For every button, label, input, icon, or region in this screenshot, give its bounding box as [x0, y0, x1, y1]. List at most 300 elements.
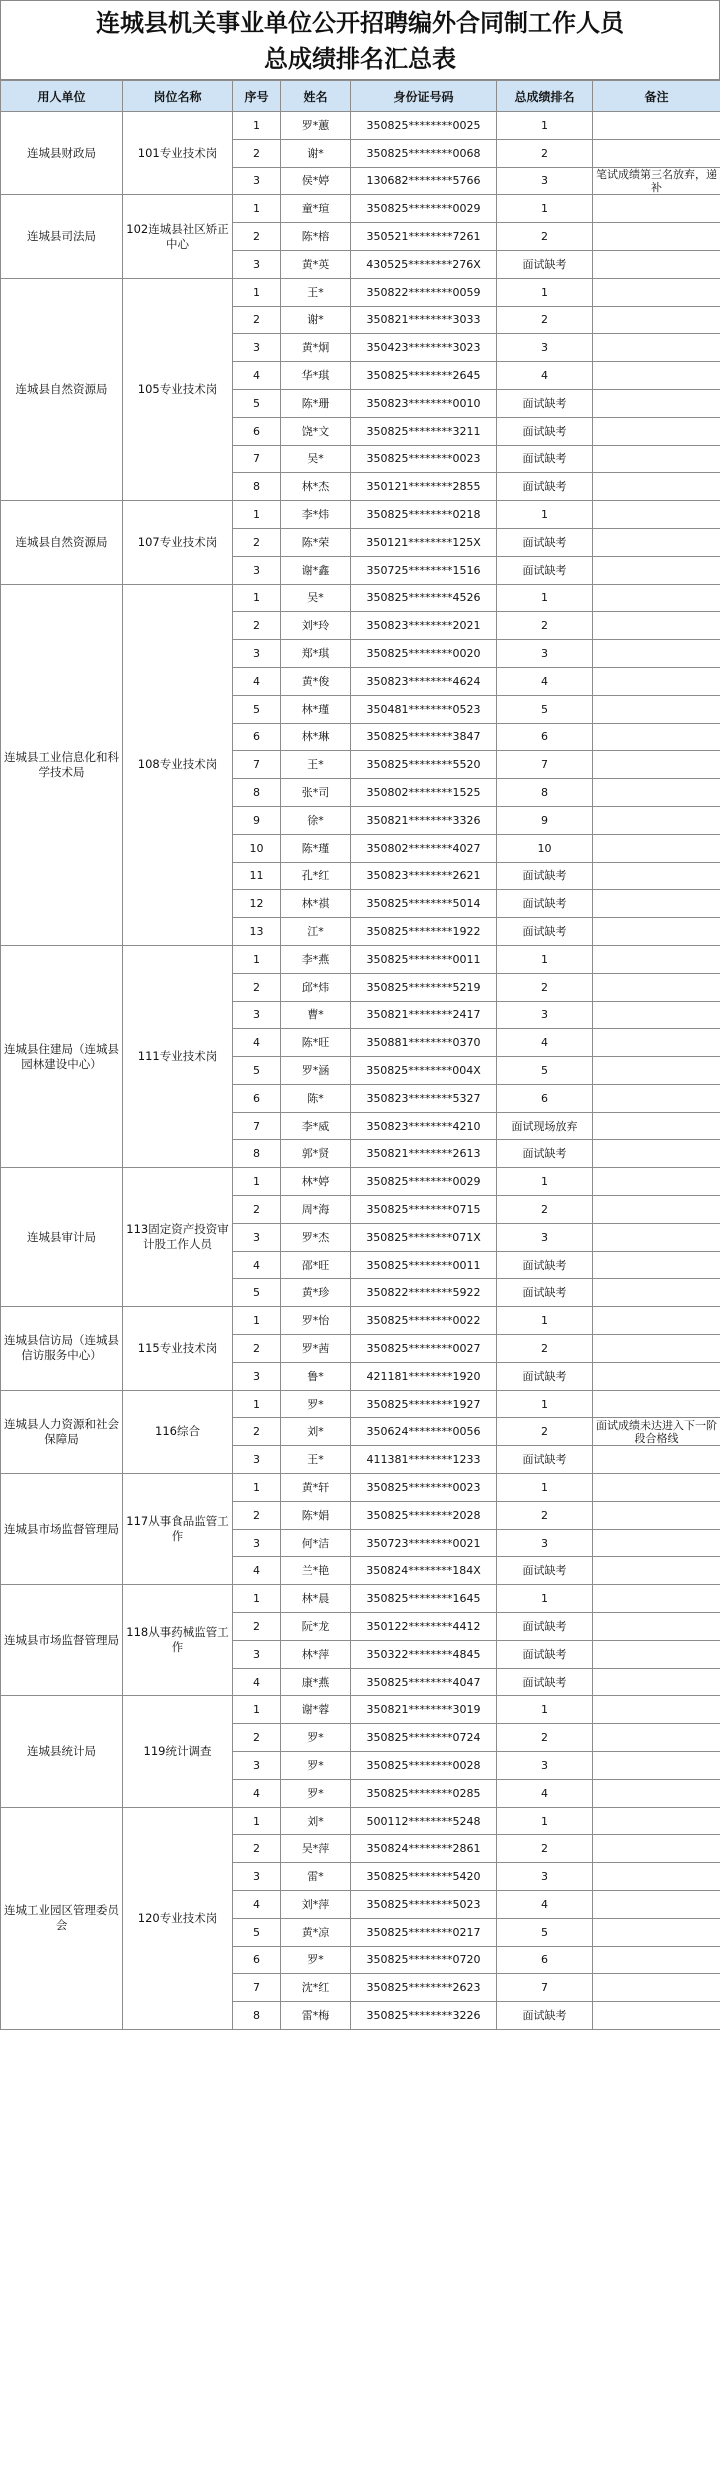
id-number: 350121********125X — [351, 528, 497, 556]
row-number: 1 — [233, 1585, 281, 1613]
candidate-name: 何*洁 — [281, 1529, 351, 1557]
row-number: 1 — [233, 584, 281, 612]
row-number: 3 — [233, 1752, 281, 1780]
id-number: 350825********1922 — [351, 918, 497, 946]
id-number: 350822********0059 — [351, 278, 497, 306]
total-rank: 面试缺考 — [497, 556, 593, 584]
row-number: 3 — [233, 334, 281, 362]
id-number: 350825********4047 — [351, 1668, 497, 1696]
candidate-name: 吴*萍 — [281, 1835, 351, 1863]
remark — [593, 501, 720, 529]
candidate-name: 阮*龙 — [281, 1613, 351, 1641]
candidate-name: 兰*艳 — [281, 1557, 351, 1585]
total-rank: 1 — [497, 584, 593, 612]
row-number: 1 — [233, 1696, 281, 1724]
remark — [593, 1529, 720, 1557]
total-rank: 3 — [497, 1223, 593, 1251]
results-table — [0, 80, 720, 2030]
id-number: 350821********3326 — [351, 806, 497, 834]
id-number: 350825********2028 — [351, 1501, 497, 1529]
id-number: 350825********0022 — [351, 1307, 497, 1335]
table-row — [1, 112, 720, 140]
post-cell: 101专业技术岗 — [123, 112, 233, 195]
row-number: 3 — [233, 167, 281, 195]
id-number: 350821********3033 — [351, 306, 497, 334]
table-row — [1, 1307, 720, 1335]
id-number: 350825********0011 — [351, 1251, 497, 1279]
id-number: 350825********0218 — [351, 501, 497, 529]
post-cell: 119统计调查 — [123, 1696, 233, 1807]
remark — [593, 918, 720, 946]
remark — [593, 1891, 720, 1919]
candidate-name: 林*婷 — [281, 1168, 351, 1196]
candidate-name: 黄*俊 — [281, 667, 351, 695]
row-number: 3 — [233, 1863, 281, 1891]
remark — [593, 1863, 720, 1891]
total-rank: 2 — [497, 306, 593, 334]
candidate-name: 黄*英 — [281, 250, 351, 278]
total-rank: 面试缺考 — [497, 1251, 593, 1279]
total-rank: 面试缺考 — [497, 1668, 593, 1696]
id-number: 350121********2855 — [351, 473, 497, 501]
row-number: 1 — [233, 1807, 281, 1835]
remark — [593, 1223, 720, 1251]
id-number: 350825********0285 — [351, 1779, 497, 1807]
candidate-name: 张*司 — [281, 779, 351, 807]
row-number: 8 — [233, 2002, 281, 2030]
remark — [593, 362, 720, 390]
id-number: 350823********4624 — [351, 667, 497, 695]
row-number: 13 — [233, 918, 281, 946]
id-number: 350825********0217 — [351, 1918, 497, 1946]
candidate-name: 林*杰 — [281, 473, 351, 501]
remark — [593, 1668, 720, 1696]
total-rank: 1 — [497, 1585, 593, 1613]
total-rank: 6 — [497, 1084, 593, 1112]
candidate-name: 陈*榕 — [281, 223, 351, 251]
row-number: 4 — [233, 1251, 281, 1279]
remark — [593, 1196, 720, 1224]
employer-cell: 连城县财政局 — [1, 112, 123, 195]
table-header-row — [1, 81, 720, 112]
row-number: 3 — [233, 1446, 281, 1474]
candidate-name: 郭*贤 — [281, 1140, 351, 1168]
remark — [593, 834, 720, 862]
candidate-name: 郑*琪 — [281, 640, 351, 668]
candidate-name: 鲁* — [281, 1362, 351, 1390]
remark — [593, 973, 720, 1001]
remark: 面试成绩未达进入下一阶段合格线 — [593, 1418, 720, 1446]
remark — [593, 1057, 720, 1085]
remark — [593, 528, 720, 556]
candidate-name: 李*炜 — [281, 501, 351, 529]
employer-cell: 连城县自然资源局 — [1, 501, 123, 584]
post-cell: 115专业技术岗 — [123, 1307, 233, 1390]
id-number: 350322********4845 — [351, 1640, 497, 1668]
total-rank: 10 — [497, 834, 593, 862]
candidate-name: 王* — [281, 1446, 351, 1474]
candidate-name: 陈*珊 — [281, 389, 351, 417]
remark — [593, 1251, 720, 1279]
header-note: 备注 — [593, 81, 720, 112]
candidate-name: 林*瑾 — [281, 695, 351, 723]
total-rank: 面试现场放弃 — [497, 1112, 593, 1140]
table-body — [1, 112, 720, 2030]
row-number: 5 — [233, 695, 281, 723]
total-rank: 3 — [497, 1529, 593, 1557]
id-number: 350823********4210 — [351, 1112, 497, 1140]
employer-cell: 连城县司法局 — [1, 195, 123, 278]
candidate-name: 邱*炜 — [281, 973, 351, 1001]
total-rank: 2 — [497, 139, 593, 167]
total-rank: 2 — [497, 1335, 593, 1363]
row-number: 2 — [233, 1196, 281, 1224]
candidate-name: 罗* — [281, 1752, 351, 1780]
total-rank: 1 — [497, 1307, 593, 1335]
candidate-name: 李*燕 — [281, 945, 351, 973]
post-cell: 118从事药械监管工作 — [123, 1585, 233, 1696]
row-number: 1 — [233, 195, 281, 223]
remark — [593, 195, 720, 223]
row-number: 2 — [233, 612, 281, 640]
remark — [593, 1974, 720, 2002]
candidate-name: 谢* — [281, 306, 351, 334]
candidate-name: 沈*红 — [281, 1974, 351, 2002]
id-number: 350821********2417 — [351, 1001, 497, 1029]
row-number: 4 — [233, 362, 281, 390]
candidate-name: 陈*娟 — [281, 1501, 351, 1529]
row-number: 2 — [233, 306, 281, 334]
id-number: 350825********4526 — [351, 584, 497, 612]
id-number: 350825********004X — [351, 1057, 497, 1085]
remark — [593, 417, 720, 445]
id-number: 350823********0010 — [351, 389, 497, 417]
header-rank: 总成绩排名 — [497, 81, 593, 112]
row-number: 7 — [233, 751, 281, 779]
id-number: 350825********0023 — [351, 445, 497, 473]
candidate-name: 刘* — [281, 1807, 351, 1835]
id-number: 350825********5520 — [351, 751, 497, 779]
candidate-name: 黄*轩 — [281, 1474, 351, 1502]
total-rank: 面试缺考 — [497, 473, 593, 501]
id-number: 350825********071X — [351, 1223, 497, 1251]
post-cell: 102连城县社区矫正中心 — [123, 195, 233, 278]
total-rank: 6 — [497, 1946, 593, 1974]
total-rank: 4 — [497, 1891, 593, 1919]
id-number: 350825********0027 — [351, 1335, 497, 1363]
total-rank: 面试缺考 — [497, 445, 593, 473]
remark — [593, 473, 720, 501]
candidate-name: 雷* — [281, 1863, 351, 1891]
id-number: 411381********1233 — [351, 1446, 497, 1474]
row-number: 2 — [233, 1835, 281, 1863]
row-number: 3 — [233, 1362, 281, 1390]
total-rank: 2 — [497, 223, 593, 251]
candidate-name: 孔*红 — [281, 862, 351, 890]
remark — [593, 445, 720, 473]
total-rank: 1 — [497, 1807, 593, 1835]
id-number: 350825********3211 — [351, 417, 497, 445]
employer-cell: 连城县市场监督管理局 — [1, 1585, 123, 1696]
remark — [593, 945, 720, 973]
id-number: 350825********0029 — [351, 1168, 497, 1196]
remark — [593, 1724, 720, 1752]
employer-cell: 连城工业园区管理委员会 — [1, 1807, 123, 2029]
id-number: 130682********5766 — [351, 167, 497, 195]
candidate-name: 陈*瑾 — [281, 834, 351, 862]
id-number: 350624********0056 — [351, 1418, 497, 1446]
total-rank: 面试缺考 — [497, 1613, 593, 1641]
total-rank: 面试缺考 — [497, 2002, 593, 2030]
remark — [593, 1335, 720, 1363]
id-number: 350825********0724 — [351, 1724, 497, 1752]
employer-cell: 连城县审计局 — [1, 1168, 123, 1307]
total-rank: 3 — [497, 640, 593, 668]
row-number: 9 — [233, 806, 281, 834]
candidate-name: 徐* — [281, 806, 351, 834]
id-number: 350825********0020 — [351, 640, 497, 668]
id-number: 350824********184X — [351, 1557, 497, 1585]
candidate-name: 雷*梅 — [281, 2002, 351, 2030]
candidate-name: 谢* — [281, 139, 351, 167]
remark — [593, 1807, 720, 1835]
remark — [593, 1640, 720, 1668]
row-number: 4 — [233, 1557, 281, 1585]
id-number: 350825********0025 — [351, 112, 497, 140]
row-number: 5 — [233, 1057, 281, 1085]
remark — [593, 723, 720, 751]
total-rank: 面试缺考 — [497, 1140, 593, 1168]
row-number: 8 — [233, 473, 281, 501]
post-cell: 120专业技术岗 — [123, 1807, 233, 2029]
id-number: 421181********1920 — [351, 1362, 497, 1390]
employer-cell: 连城县住建局（连城县园林建设中心） — [1, 945, 123, 1167]
candidate-name: 谢*鑫 — [281, 556, 351, 584]
table-row — [1, 584, 720, 612]
total-rank: 面试缺考 — [497, 1446, 593, 1474]
candidate-name: 饶*文 — [281, 417, 351, 445]
row-number: 5 — [233, 1279, 281, 1307]
remark — [593, 1752, 720, 1780]
candidate-name: 李*威 — [281, 1112, 351, 1140]
remark — [593, 1918, 720, 1946]
candidate-name: 刘* — [281, 1418, 351, 1446]
row-number: 2 — [233, 528, 281, 556]
total-rank: 5 — [497, 695, 593, 723]
row-number: 3 — [233, 250, 281, 278]
post-cell: 113固定资产投资审计股工作人员 — [123, 1168, 233, 1307]
id-number: 350825********5219 — [351, 973, 497, 1001]
remark — [593, 278, 720, 306]
id-number: 350823********2621 — [351, 862, 497, 890]
total-rank: 4 — [497, 1029, 593, 1057]
id-number: 350825********0715 — [351, 1196, 497, 1224]
remark — [593, 1140, 720, 1168]
candidate-name: 刘*玲 — [281, 612, 351, 640]
row-number: 7 — [233, 445, 281, 473]
candidate-name: 林*琳 — [281, 723, 351, 751]
id-number: 350825********2645 — [351, 362, 497, 390]
total-rank: 3 — [497, 167, 593, 195]
total-rank: 面试缺考 — [497, 528, 593, 556]
row-number: 3 — [233, 640, 281, 668]
total-rank: 1 — [497, 501, 593, 529]
total-rank: 面试缺考 — [497, 918, 593, 946]
total-rank: 2 — [497, 1196, 593, 1224]
total-rank: 2 — [497, 973, 593, 1001]
id-number: 350825********0011 — [351, 945, 497, 973]
candidate-name: 罗*怡 — [281, 1307, 351, 1335]
row-number: 3 — [233, 1640, 281, 1668]
candidate-name: 黄*凉 — [281, 1918, 351, 1946]
candidate-name: 华*琪 — [281, 362, 351, 390]
total-rank: 2 — [497, 1418, 593, 1446]
candidate-name: 江* — [281, 918, 351, 946]
candidate-name: 罗*茜 — [281, 1335, 351, 1363]
remark — [593, 751, 720, 779]
remark — [593, 612, 720, 640]
remark — [593, 1779, 720, 1807]
table-row — [1, 1474, 720, 1502]
table-row — [1, 501, 720, 529]
remark — [593, 779, 720, 807]
id-number: 350825********0028 — [351, 1752, 497, 1780]
total-rank: 7 — [497, 751, 593, 779]
row-number: 6 — [233, 417, 281, 445]
total-rank: 9 — [497, 806, 593, 834]
id-number: 350725********1516 — [351, 556, 497, 584]
row-number: 3 — [233, 1001, 281, 1029]
row-number: 2 — [233, 973, 281, 1001]
employer-cell: 连城县工业信息化和科学技术局 — [1, 584, 123, 945]
id-number: 350821********2613 — [351, 1140, 497, 1168]
total-rank: 面试缺考 — [497, 1557, 593, 1585]
total-rank: 8 — [497, 779, 593, 807]
id-number: 430525********276X — [351, 250, 497, 278]
remark — [593, 1585, 720, 1613]
remark — [593, 1307, 720, 1335]
id-number: 350723********0021 — [351, 1529, 497, 1557]
remark — [593, 250, 720, 278]
remark — [593, 640, 720, 668]
row-number: 5 — [233, 1918, 281, 1946]
remark — [593, 806, 720, 834]
candidate-name: 林*萍 — [281, 1640, 351, 1668]
row-number: 4 — [233, 1668, 281, 1696]
employer-cell: 连城县市场监督管理局 — [1, 1474, 123, 1585]
row-number: 1 — [233, 501, 281, 529]
remark — [593, 1029, 720, 1057]
id-number: 350825********0023 — [351, 1474, 497, 1502]
row-number: 3 — [233, 556, 281, 584]
remark — [593, 223, 720, 251]
remark — [593, 389, 720, 417]
id-number: 350481********0523 — [351, 695, 497, 723]
remark — [593, 1446, 720, 1474]
header-unit: 用人单位 — [1, 81, 123, 112]
total-rank: 1 — [497, 1474, 593, 1502]
candidate-name: 陈*荣 — [281, 528, 351, 556]
row-number: 12 — [233, 890, 281, 918]
header-post: 岗位名称 — [123, 81, 233, 112]
total-rank: 1 — [497, 1390, 593, 1418]
total-rank: 1 — [497, 112, 593, 140]
total-rank: 4 — [497, 1779, 593, 1807]
remark — [593, 1613, 720, 1641]
total-rank: 6 — [497, 723, 593, 751]
remark — [593, 1362, 720, 1390]
table-row — [1, 945, 720, 973]
page-subtitle: 总成绩排名汇总表 — [0, 41, 720, 80]
total-rank: 5 — [497, 1057, 593, 1085]
id-number: 350825********5420 — [351, 1863, 497, 1891]
candidate-name: 王* — [281, 751, 351, 779]
row-number: 2 — [233, 223, 281, 251]
row-number: 7 — [233, 1974, 281, 2002]
header-name: 姓名 — [281, 81, 351, 112]
remark — [593, 584, 720, 612]
employer-cell: 连城县自然资源局 — [1, 278, 123, 500]
row-number: 2 — [233, 1335, 281, 1363]
row-number: 1 — [233, 1307, 281, 1335]
row-number: 3 — [233, 1223, 281, 1251]
table-row — [1, 1390, 720, 1418]
candidate-name: 林*晨 — [281, 1585, 351, 1613]
total-rank: 1 — [497, 195, 593, 223]
total-rank: 2 — [497, 612, 593, 640]
remark — [593, 1946, 720, 1974]
id-number: 350825********5014 — [351, 890, 497, 918]
row-number: 11 — [233, 862, 281, 890]
row-number: 1 — [233, 1474, 281, 1502]
row-number: 5 — [233, 389, 281, 417]
total-rank: 3 — [497, 1863, 593, 1891]
candidate-name: 吴* — [281, 445, 351, 473]
id-number: 350521********7261 — [351, 223, 497, 251]
id-number: 350825********0068 — [351, 139, 497, 167]
total-rank: 3 — [497, 334, 593, 362]
candidate-name: 邵*旺 — [281, 1251, 351, 1279]
row-number: 4 — [233, 1779, 281, 1807]
total-rank: 面试缺考 — [497, 862, 593, 890]
candidate-name: 康*燕 — [281, 1668, 351, 1696]
total-rank: 7 — [497, 1974, 593, 2002]
id-number: 350122********4412 — [351, 1613, 497, 1641]
remark — [593, 1112, 720, 1140]
remark — [593, 667, 720, 695]
remark — [593, 139, 720, 167]
row-number: 1 — [233, 945, 281, 973]
candidate-name: 罗*蕙 — [281, 112, 351, 140]
post-cell: 116综合 — [123, 1390, 233, 1473]
id-number: 350825********3226 — [351, 2002, 497, 2030]
row-number: 2 — [233, 1724, 281, 1752]
row-number: 2 — [233, 1418, 281, 1446]
total-rank: 1 — [497, 1696, 593, 1724]
candidate-name: 王* — [281, 278, 351, 306]
row-number: 4 — [233, 1891, 281, 1919]
row-number: 10 — [233, 834, 281, 862]
total-rank: 3 — [497, 1001, 593, 1029]
candidate-name: 黄*珍 — [281, 1279, 351, 1307]
header-id: 身份证号码 — [351, 81, 497, 112]
row-number: 1 — [233, 1168, 281, 1196]
row-number: 7 — [233, 1112, 281, 1140]
row-number: 6 — [233, 723, 281, 751]
remark — [593, 1001, 720, 1029]
remark — [593, 1279, 720, 1307]
id-number: 500112********5248 — [351, 1807, 497, 1835]
